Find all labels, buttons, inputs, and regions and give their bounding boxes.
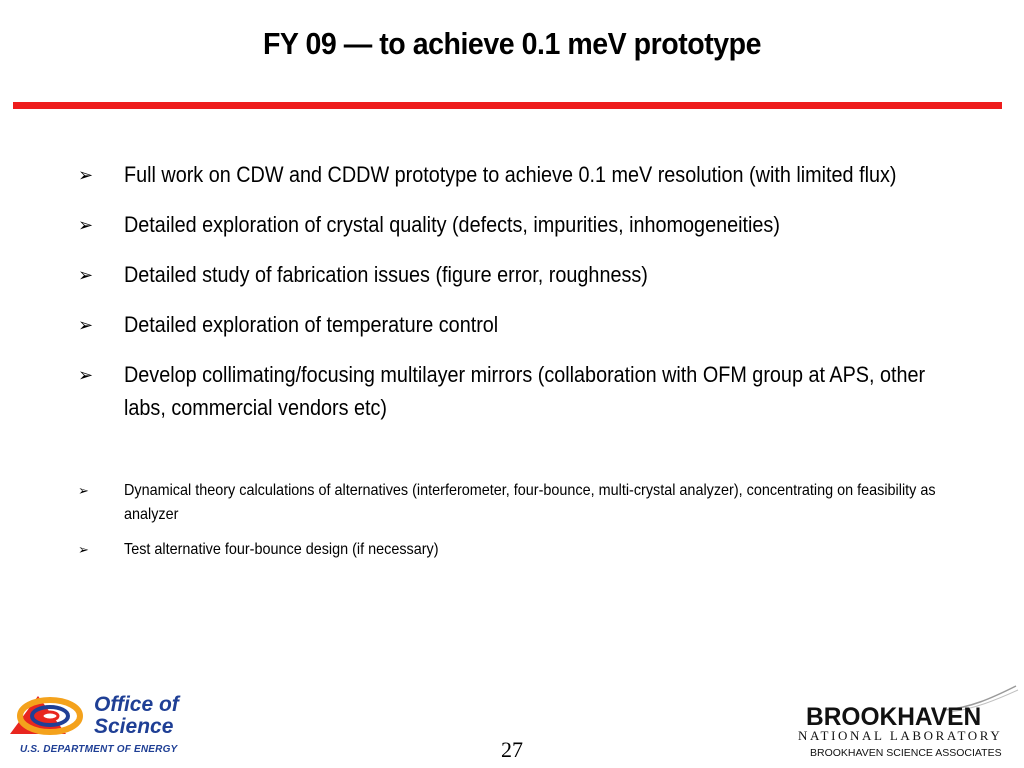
bullet-item xyxy=(78,158,958,191)
office-of-science-title xyxy=(94,694,212,738)
bullet-text: Develop collimating/focusing multilayer mirrors (collaboration with OFM group at APS, other labs, commercial vendors etc) xyxy=(124,362,926,420)
title-divider xyxy=(13,102,1002,109)
arrow-bullet-icon: ➢ xyxy=(78,365,94,386)
slide-title: FY 09 — to achieve 0.1 meV prototype xyxy=(262,26,762,61)
arrow-bullet-icon: ➢ xyxy=(78,315,94,336)
arrow-bullet-icon: ➢ xyxy=(78,165,94,186)
doe-office-of-science-emblem-icon xyxy=(6,690,94,740)
bullet-item xyxy=(78,208,958,241)
doe-subtitle: U.S. DEPARTMENT OF ENERGY xyxy=(20,744,178,755)
brookhaven-name: BROOKHAVEN xyxy=(806,703,982,731)
bullet-item xyxy=(78,258,958,291)
science-associates-label: BROOKHAVEN SCIENCE ASSOCIATES xyxy=(810,747,1002,759)
bullet-text: Detailed exploration of crystal quality (defects, impurities, inhomogeneities) xyxy=(124,212,780,237)
arrow-bullet-icon: ➢ xyxy=(78,484,89,499)
bullet-text: Dynamical theory calculations of alternatives (interferometer, four-bounce, multi-crystal analyzer), concentrating on feasibility as analyzer xyxy=(124,482,936,523)
arrow-bullet-icon: ➢ xyxy=(78,265,94,286)
bullet-text: Full work on CDW and CDDW prototype to achieve 0.1 meV resolution (with limited flux) xyxy=(124,162,897,187)
arrow-bullet-icon: ➢ xyxy=(78,543,89,558)
spacer xyxy=(78,441,958,479)
bullet-list xyxy=(78,158,958,573)
bullet-item xyxy=(78,358,958,424)
bullet-text: Test alternative four-bounce design (if necessary) xyxy=(124,541,439,558)
bullet-text: Detailed study of fabrication issues (figure error, roughness) xyxy=(124,262,648,287)
national-laboratory-label: NATIONAL LABORATORY xyxy=(798,728,1003,743)
brookhaven-logo xyxy=(790,684,1020,764)
bullet-item xyxy=(78,308,958,341)
arrow-bullet-icon: ➢ xyxy=(78,215,94,236)
bullet-text: Detailed exploration of temperature control xyxy=(124,312,499,337)
bullet-item xyxy=(78,479,958,527)
page-number: 27 xyxy=(501,737,523,762)
bullet-item xyxy=(78,538,958,562)
office-of-science-title-text: Office of Science xyxy=(94,693,179,738)
